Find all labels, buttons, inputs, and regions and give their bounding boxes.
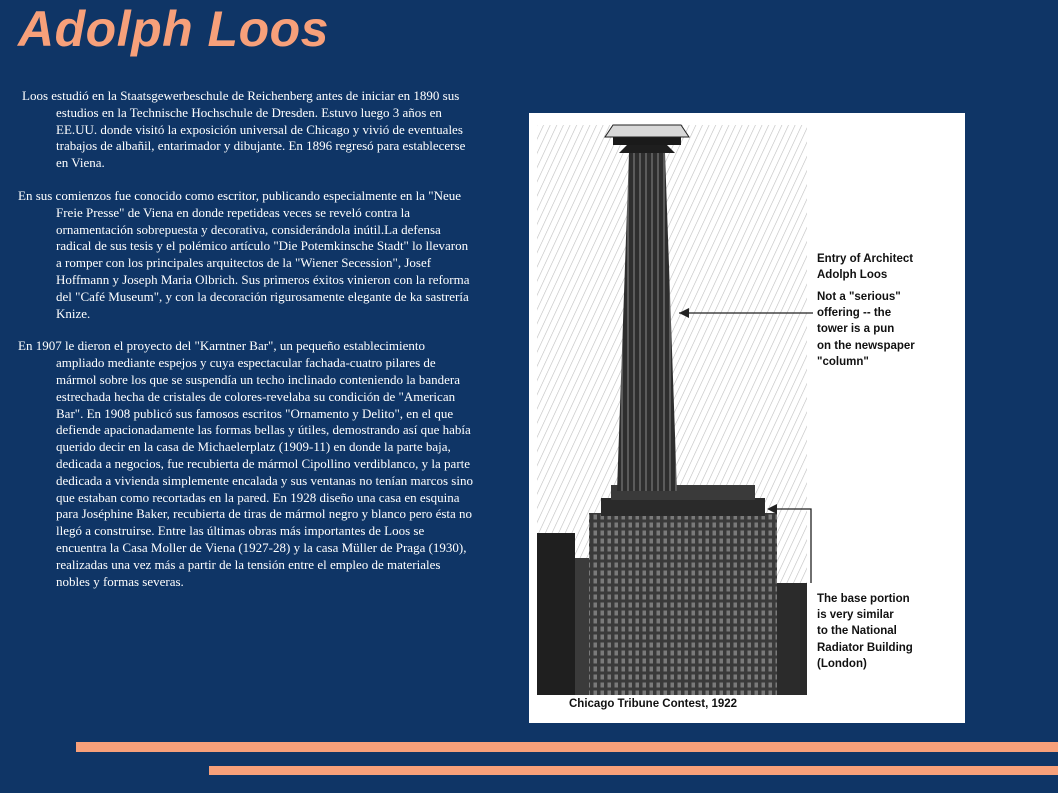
decorative-stripe-top	[76, 742, 1058, 752]
paragraph-3: En 1907 le dieron el proyecto del "Karntner Bar", un pequeño establecimiento ampliado mediante espejos y cuya espectacular fachada-cuatro pilares de mármol sobre los que se suspendía un techo inclinado conteniendo la bandera estrechada hecha de cristales de colores-revelaba su condición de "American Bar". En 1908 publicó sus famosos escritos "Ornamento y Delito", en el que defiende apacionadamente las formas bellas y útiles, demostrando así que había querido decir en la casa de Michaelerplatz (1909-11) en donde la parte baja, dedicada a negocios, fue recubierta de mármol Cipollino verdiblanco, y la parte dedicada a vivienda simplemente encalada y sus ventanas no tenían marcos sino que estaban como recortadas en la pared. En 1928 diseño una casa en esquina para Joséphine Baker, recubierta de tiras de mármol negro y blanco pero ésta no llegó a construirse. Entre las últimas obras más importantes de Loos se encuentra la Casa Moller de Viena (1927-28) y la casa Müller de Praga (1930), realizadas una vez más a partir de la tensión entre el empleo de materiales nobles y formas severas.	[18, 338, 473, 589]
tower-figure	[529, 113, 965, 723]
decorative-stripe-bottom	[209, 766, 1058, 775]
paragraph-1: Loos estudió en la Staatsgewerbeschule de Reichenberg antes de iniciar en 1890 sus estudios en la Technische Hochschule de Dresden. Estuvo luego 3 años en EE.UU. donde visitó la exposición universal de Chicago y vivió de eventuales trabajos de albañil, entarimador y dibujante. En 1896 regresó para establecerse en Viena.	[22, 88, 466, 171]
annotation-entry: Entry of Architect Adolph Loos	[817, 253, 914, 282]
slide-title: Adolph Loos	[18, 1, 329, 57]
body-text	[18, 88, 474, 606]
annotation-column-pun: Not a "serious" offering -- the tower is a pun on the newspaper "column"	[817, 291, 915, 368]
tower-base	[589, 513, 777, 695]
figure-caption: Chicago Tribune Contest, 1922	[569, 698, 738, 710]
left-building	[537, 533, 575, 695]
annotation-base: The base portion is very similar to the National Radiator Building (London)	[817, 593, 913, 670]
paragraph-2: En sus comienzos fue conocido como escritor, publicando especialmente en la "Neue Freie Presse" de Viena en donde repetideas veces se reveló contra la ornamentación sobrepuesta y decorativa, considerándola inútil.La defensa radical de sus tesis y el polémico artículo "Die Potemkinsche Stadt" lo llevaron a romper con los principales arquitectos de la "Wiener Secession", Josef Hoffmann y Joseph Maria Olbrich. Sus primeros éxitos vinieron con la reforma del "Café Museum", y con la decoración rigurosamente elegante de ka sastrería Knize.	[18, 187, 470, 321]
